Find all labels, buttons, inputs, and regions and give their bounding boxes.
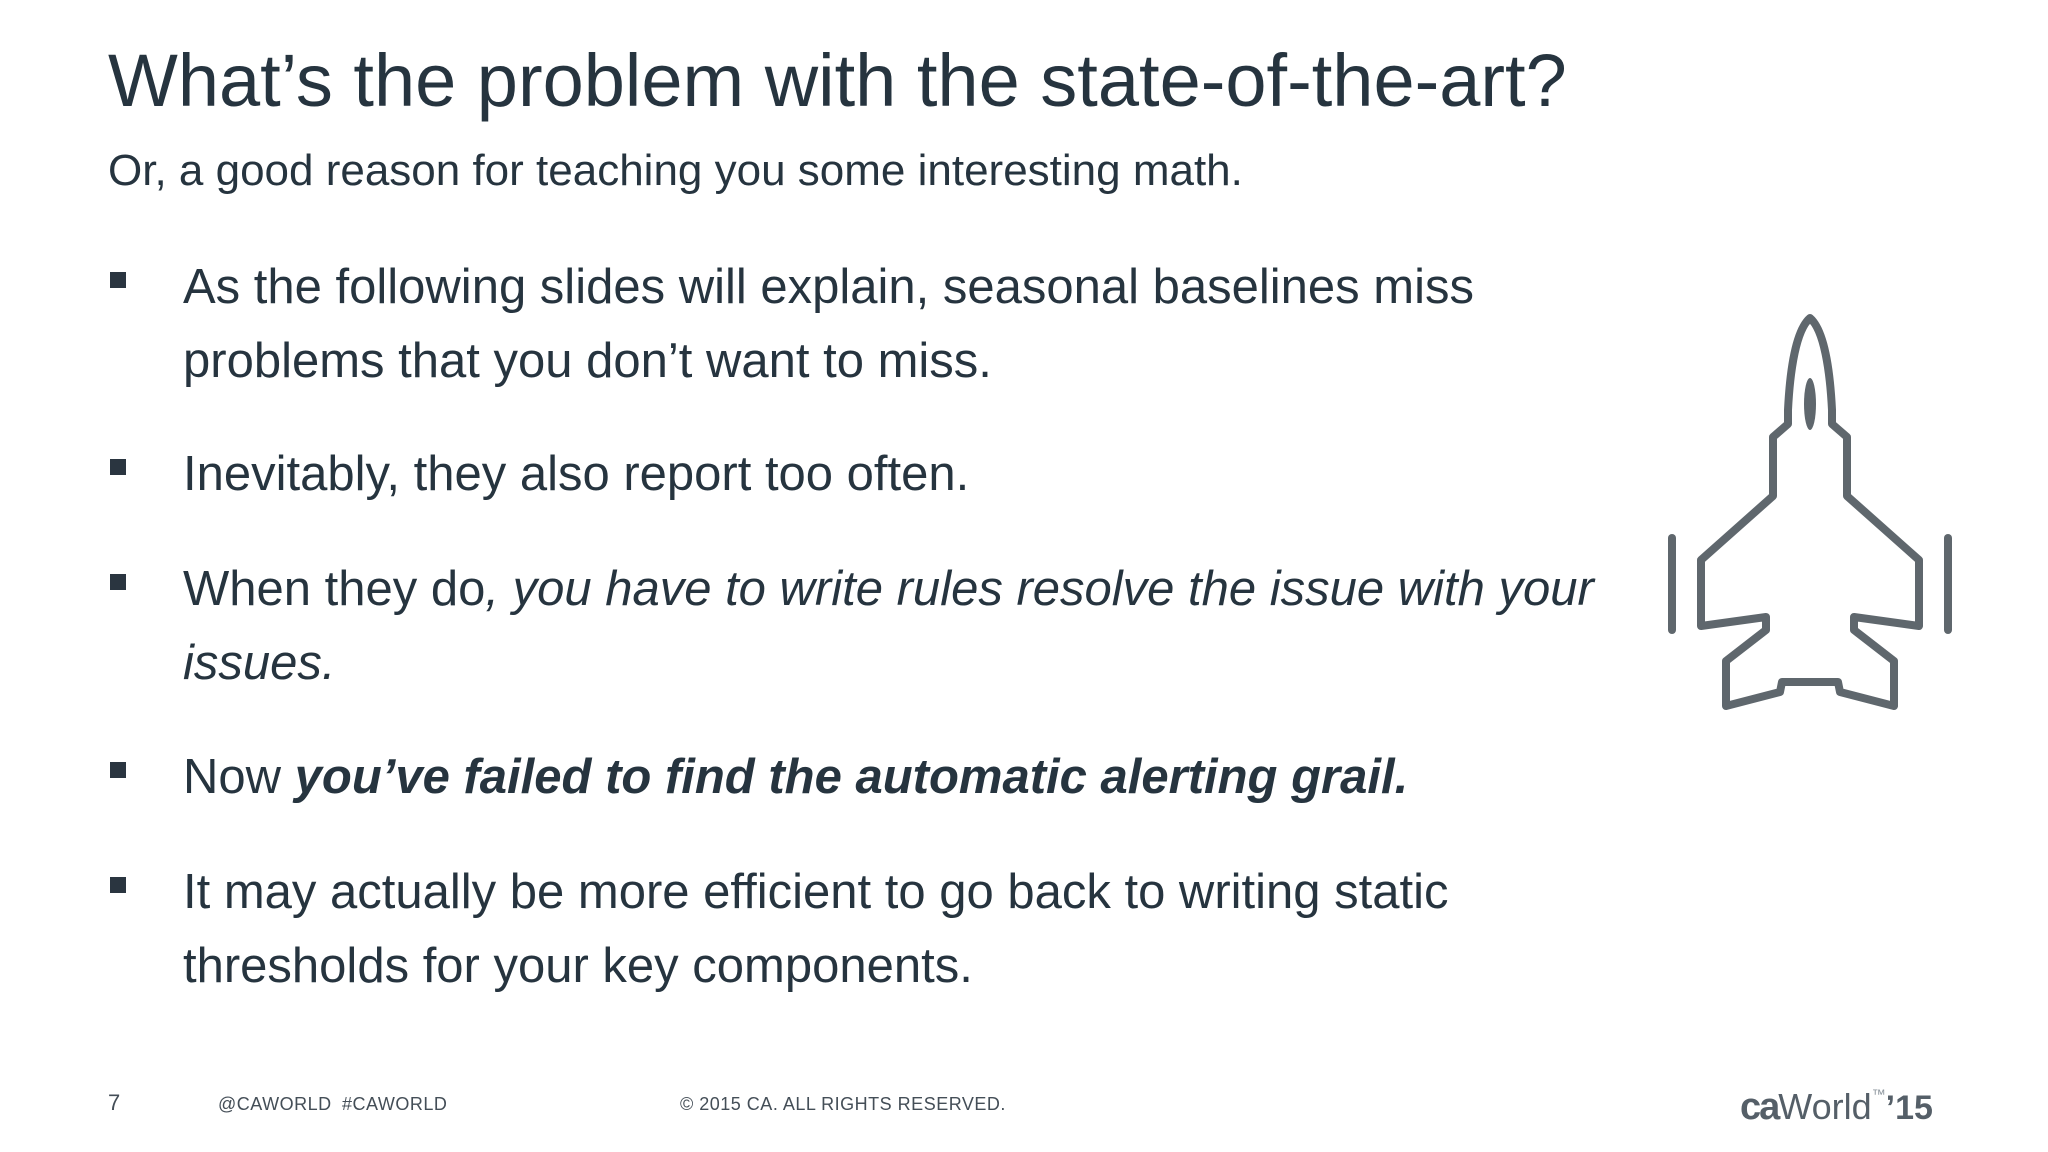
hashtag: #CAWORLD: [342, 1094, 448, 1114]
bullet-marker: [110, 762, 126, 778]
bullet-text: It may actually be more efficient to go back to writing static thresholds for your key components.: [183, 865, 1449, 993]
page-number: 7: [108, 1090, 121, 1115]
copyright: © 2015 CA. ALL RIGHTS RESERVED.: [680, 1094, 1006, 1114]
logo-ca: ca: [1740, 1086, 1779, 1128]
bullet-marker: [110, 459, 126, 475]
bullet-text: As the following slides will explain, seasonal baselines miss problems that you don’t want to miss.: [183, 260, 1474, 388]
bullet-marker: [110, 272, 126, 288]
slide-title: What’s the problem with the state-of-the-art?: [108, 39, 1567, 122]
fighter-jet-icon: [1660, 300, 1960, 730]
bullet-marker: [110, 877, 126, 893]
bullet-text-plain: When they do: [183, 562, 486, 616]
logo-world: World: [1778, 1086, 1872, 1127]
logo-year: ’15: [1885, 1089, 1933, 1127]
bullet-marker: [110, 574, 126, 590]
bullet-text-bold-italic: you’ve failed to find the automatic alerting grail.: [294, 750, 1409, 804]
slide-subtitle: Or, a good reason for teaching you some interesting math.: [108, 146, 1243, 195]
social-handle: @CAWORLD: [218, 1094, 332, 1114]
bullet-text-italic: , you have to write rules resolve the issue with your issues.: [183, 562, 1594, 690]
bullet-text-plain: Now: [183, 750, 295, 804]
bullet-text: Inevitably, they also report too often.: [183, 447, 970, 501]
bullet-text: [183, 552, 1623, 700]
ca-world-logo: [1740, 1086, 1933, 1130]
logo-trademark: ™: [1871, 1086, 1886, 1102]
bullet-text: [183, 740, 1623, 814]
